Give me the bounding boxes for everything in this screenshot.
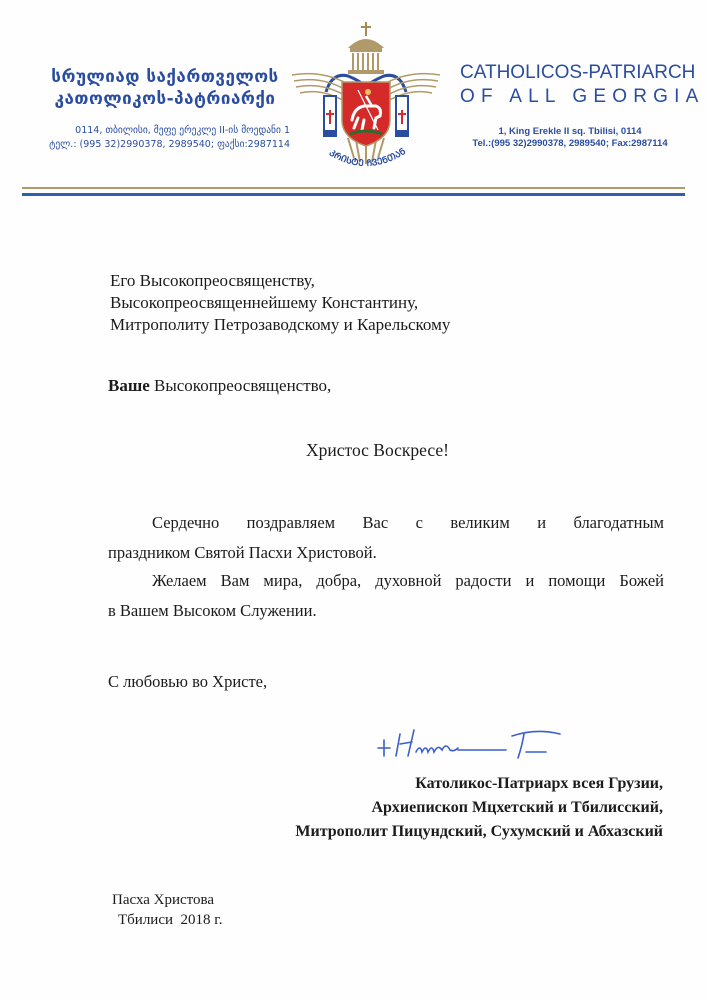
signatory-title-line: Митрополит Пицундский, Сухумский и Абхазский	[295, 823, 663, 840]
date-line: Тбилиси 2018 г.	[118, 912, 223, 928]
salutation-bold: Ваше	[108, 376, 150, 395]
english-contacts: Tel.:(995 32)2990378, 2989540; Fax:2987114	[472, 138, 668, 149]
georgian-contacts: ტელ.: (995 32)2990378, 2989540; ფაქსი:2987114	[49, 139, 290, 150]
georgian-address-block	[30, 124, 290, 152]
georgian-letterhead-title	[40, 66, 290, 110]
paragraph-line: праздником Святой Пасхи Христовой.	[108, 543, 377, 562]
signatory-title-line: Архиепископ Мцхетский и Тбилисский,	[371, 799, 663, 816]
addressee-line: Митрополиту Петрозаводскому и Карельскому	[110, 315, 451, 334]
english-letterhead-title-line1: CATHOLICOS-PATRIARCH	[460, 62, 696, 83]
handwritten-signature-icon	[376, 722, 616, 762]
georgian-title-line1: სრულიად საქართველოს	[51, 67, 279, 87]
english-letterhead-title-line2: OF ALL GEORGIA	[460, 86, 705, 107]
place-date-block	[112, 890, 222, 930]
body-paragraph	[108, 508, 664, 568]
georgian-address: 0114, თბილისი, მეფე ერეკლე II-ის მოედანი 1	[75, 125, 290, 136]
svg-text:ᲙᲠᲘᲡᲢᲔ ᲩᲕᲔᲜᲗᲐᲜ: ᲙᲠᲘᲡᲢᲔ ᲩᲕᲔᲜᲗᲐᲜ	[327, 146, 408, 170]
salutation	[108, 376, 331, 396]
salutation-rest: Высокопреосвященство,	[149, 376, 332, 395]
signatory-titles	[295, 772, 663, 844]
signatory-title-line: Католикос-Патриарх всея Грузии,	[415, 775, 663, 792]
paragraph-line: в Вашем Высоком Служении.	[108, 601, 317, 620]
place-line: Пасха Христова	[112, 892, 215, 908]
addressee-block	[110, 270, 450, 336]
patriarchal-emblem-icon	[292, 20, 440, 180]
addressee-line: Высокопреосвященнейшему Константину,	[110, 293, 419, 312]
english-address-block	[460, 126, 680, 150]
georgian-title-line2: კათოლიკოს-პატრიარქი	[54, 89, 276, 109]
greeting: Христос Воскресе!	[306, 440, 449, 460]
body-paragraph	[108, 566, 664, 626]
letterhead-blue-rule	[22, 193, 685, 196]
paragraph-line: Желаем Вам мира, добра, духовной радости и помощи Божей	[152, 571, 664, 590]
closing: С любовью во Христе,	[108, 672, 268, 691]
letterhead-gold-rule	[22, 187, 685, 189]
english-address: 1, King Erekle II sq. Tbilisi, 0114	[498, 126, 642, 137]
addressee-line: Его Высокопреосвященству,	[110, 271, 315, 290]
paragraph-line: Сердечно поздравляем Вас с великим и благодатным	[152, 513, 664, 532]
